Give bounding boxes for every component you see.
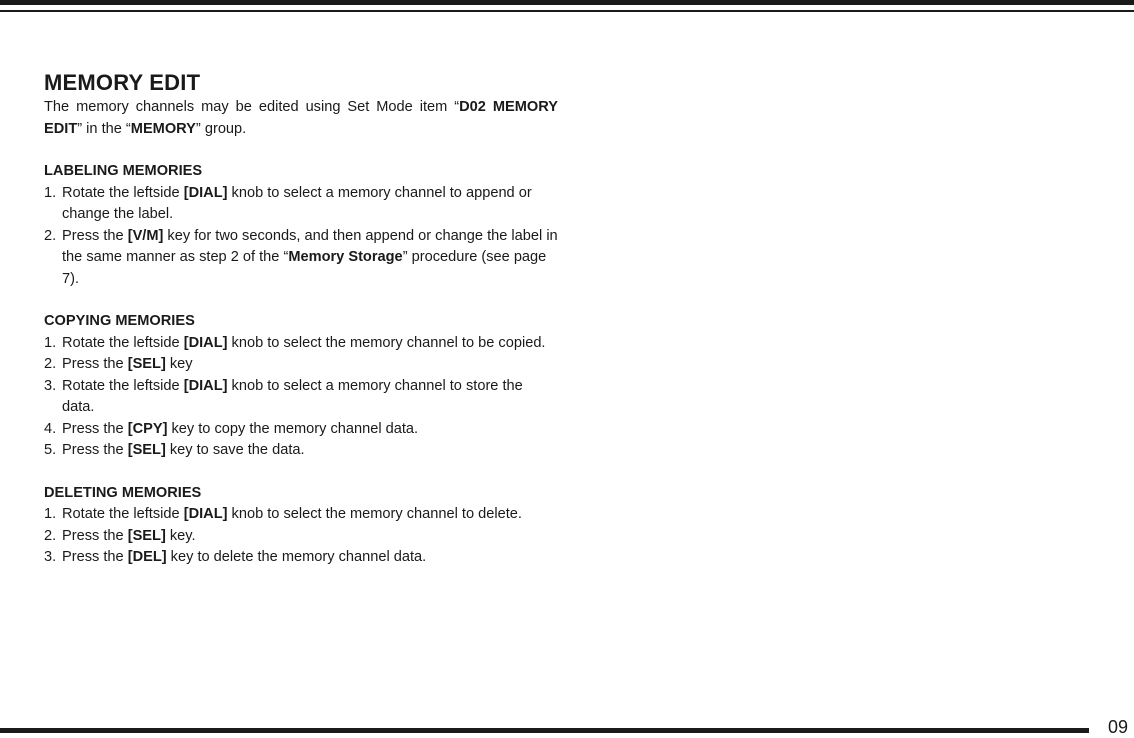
intro-text-2: ” in the “ <box>77 120 131 137</box>
page-number: 09 <box>1108 717 1129 737</box>
step-number: 1. <box>44 184 57 201</box>
step-key: [SEL] <box>127 442 166 458</box>
step-key: [V/M] <box>127 227 164 244</box>
step-text: key. <box>165 527 196 544</box>
intro-text-3: ” group. <box>195 120 247 137</box>
step-key: [DIAL] <box>183 334 228 351</box>
step-text: Press the <box>62 420 128 437</box>
step-number: 3. <box>44 377 57 394</box>
step-key: [DIAL] <box>183 377 228 394</box>
step-text: knob to select a memory channel to store the data. <box>62 377 523 415</box>
labeling-step-1 <box>44 183 558 226</box>
step-text: ” procedure (see page 7). <box>62 249 547 287</box>
step-text: key to delete the memory channel data. <box>166 549 427 565</box>
intro-text-1: The memory channels may be edited using Set Mode item “ <box>44 99 460 115</box>
step-number: 3. <box>44 549 57 565</box>
step-text: Press the <box>62 549 128 565</box>
copying-step-1 <box>44 333 558 355</box>
step-text: knob to select the memory channel to delete. <box>227 506 522 522</box>
step-key: [SEL] <box>127 356 166 372</box>
section-deleting <box>44 483 558 569</box>
step-text: Press the <box>62 227 128 244</box>
step-text: key for two seconds, and then append or change the label in the same manner as step 2 of the “ <box>62 227 558 265</box>
step-text: Rotate the leftside <box>62 506 184 522</box>
step-key: [DIAL] <box>183 506 228 522</box>
step-key: [SEL] <box>127 527 166 544</box>
step-text: key to copy the memory channel data. <box>167 420 419 437</box>
copying-heading: COPYING MEMORIES <box>44 313 195 329</box>
step-number: 1. <box>44 506 57 522</box>
header-rule-thick <box>0 0 1134 5</box>
labeling-steps <box>44 183 558 291</box>
step-number: 2. <box>44 527 57 544</box>
step-text: Press the <box>62 442 128 458</box>
step-text: Rotate the leftside <box>62 334 184 351</box>
step-number: 5. <box>44 442 57 458</box>
page-title: MEMORY EDIT <box>44 70 201 95</box>
footer-rule <box>0 728 1089 733</box>
intro-bold-group: MEMORY <box>130 120 196 137</box>
section-copying <box>44 311 558 462</box>
step-key: [DIAL] <box>183 184 228 201</box>
deleting-steps <box>44 504 558 569</box>
deleting-step-1 <box>44 504 558 526</box>
copying-step-3 <box>44 376 558 419</box>
step-reference: Memory Storage <box>288 249 403 265</box>
labeling-heading: LABELING MEMORIES <box>44 163 203 179</box>
step-number: 2. <box>44 356 57 372</box>
step-text: Press the <box>62 527 128 544</box>
copying-step-4 <box>44 419 558 441</box>
step-text: Rotate the leftside <box>62 377 184 394</box>
step-number: 2. <box>44 227 57 244</box>
copying-step-2 <box>44 354 558 376</box>
header-rule-thin <box>0 10 1134 12</box>
step-text: knob to select the memory channel to be copied. <box>227 334 546 351</box>
manual-page-content <box>44 69 558 569</box>
step-text: knob to select a memory channel to append or change the label. <box>62 184 532 222</box>
intro-bold-item-name: MEMORY EDIT <box>44 99 559 137</box>
step-number: 4. <box>44 420 57 437</box>
step-key: [CPY] <box>127 420 168 437</box>
step-text: Press the <box>62 356 128 372</box>
intro-bold-item-code: D02 <box>459 99 486 115</box>
deleting-step-2 <box>44 526 558 548</box>
section-labeling <box>44 161 558 290</box>
deleting-heading: DELETING MEMORIES <box>44 484 202 501</box>
step-number: 1. <box>44 334 57 351</box>
copying-steps <box>44 333 558 462</box>
deleting-step-3 <box>44 547 558 569</box>
step-text: Rotate the leftside <box>62 184 184 201</box>
labeling-step-2 <box>44 226 558 291</box>
intro-paragraph <box>44 97 558 140</box>
copying-step-5 <box>44 440 558 462</box>
step-text: key <box>165 356 193 372</box>
step-text: key to save the data. <box>165 442 305 458</box>
step-key: [DEL] <box>127 549 167 565</box>
